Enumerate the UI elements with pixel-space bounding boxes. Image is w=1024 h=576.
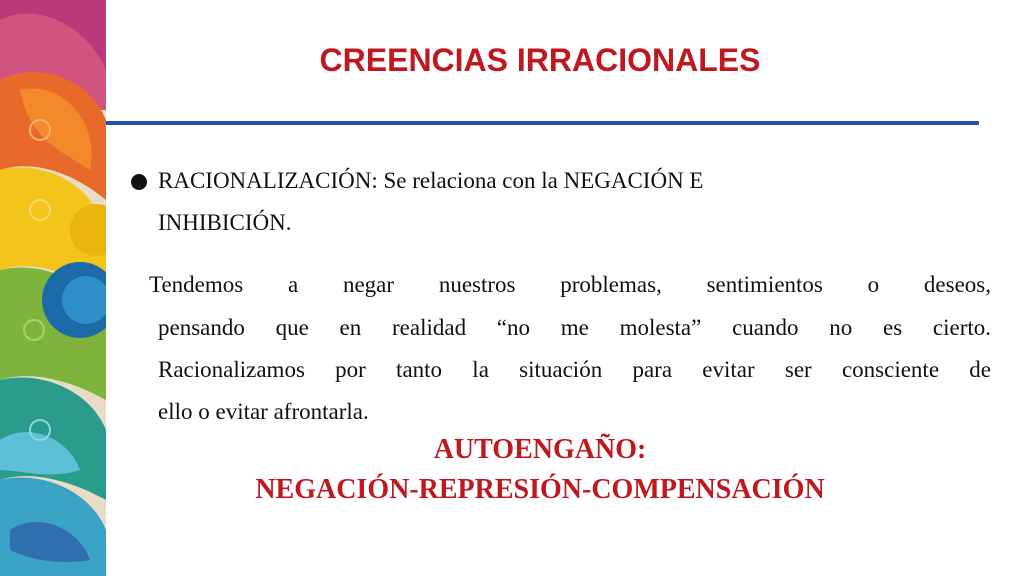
paragraph-line: ello o evitar afrontarla. xyxy=(158,399,369,424)
highlight-heading: AUTOENGAÑO: xyxy=(433,434,647,465)
decorative-mandala-strip xyxy=(0,0,106,576)
bullet-text-line: INHIBICIÓN. xyxy=(158,210,292,235)
slide-title: CREENCIAS IRRACIONALES xyxy=(319,42,761,78)
highlight-subheading: NEGACIÓN-REPRESIÓN-COMPENSACIÓN xyxy=(255,474,825,505)
paragraph-line: Racionalizamos por tanto la situación para evitar ser consciente de xyxy=(158,357,991,382)
bullet-text-line: RACIONALIZACIÓN: Se relaciona con la NEGACIÓN E xyxy=(158,168,704,193)
bullet-dot-icon xyxy=(131,174,147,190)
title-underline xyxy=(106,121,979,125)
paragraph-line: Tendemos a negar nuestros problemas, sentimientos o deseos, xyxy=(149,272,991,297)
paragraph-line: pensando que en realidad “no me molesta” cuando no es cierto. xyxy=(158,315,991,340)
